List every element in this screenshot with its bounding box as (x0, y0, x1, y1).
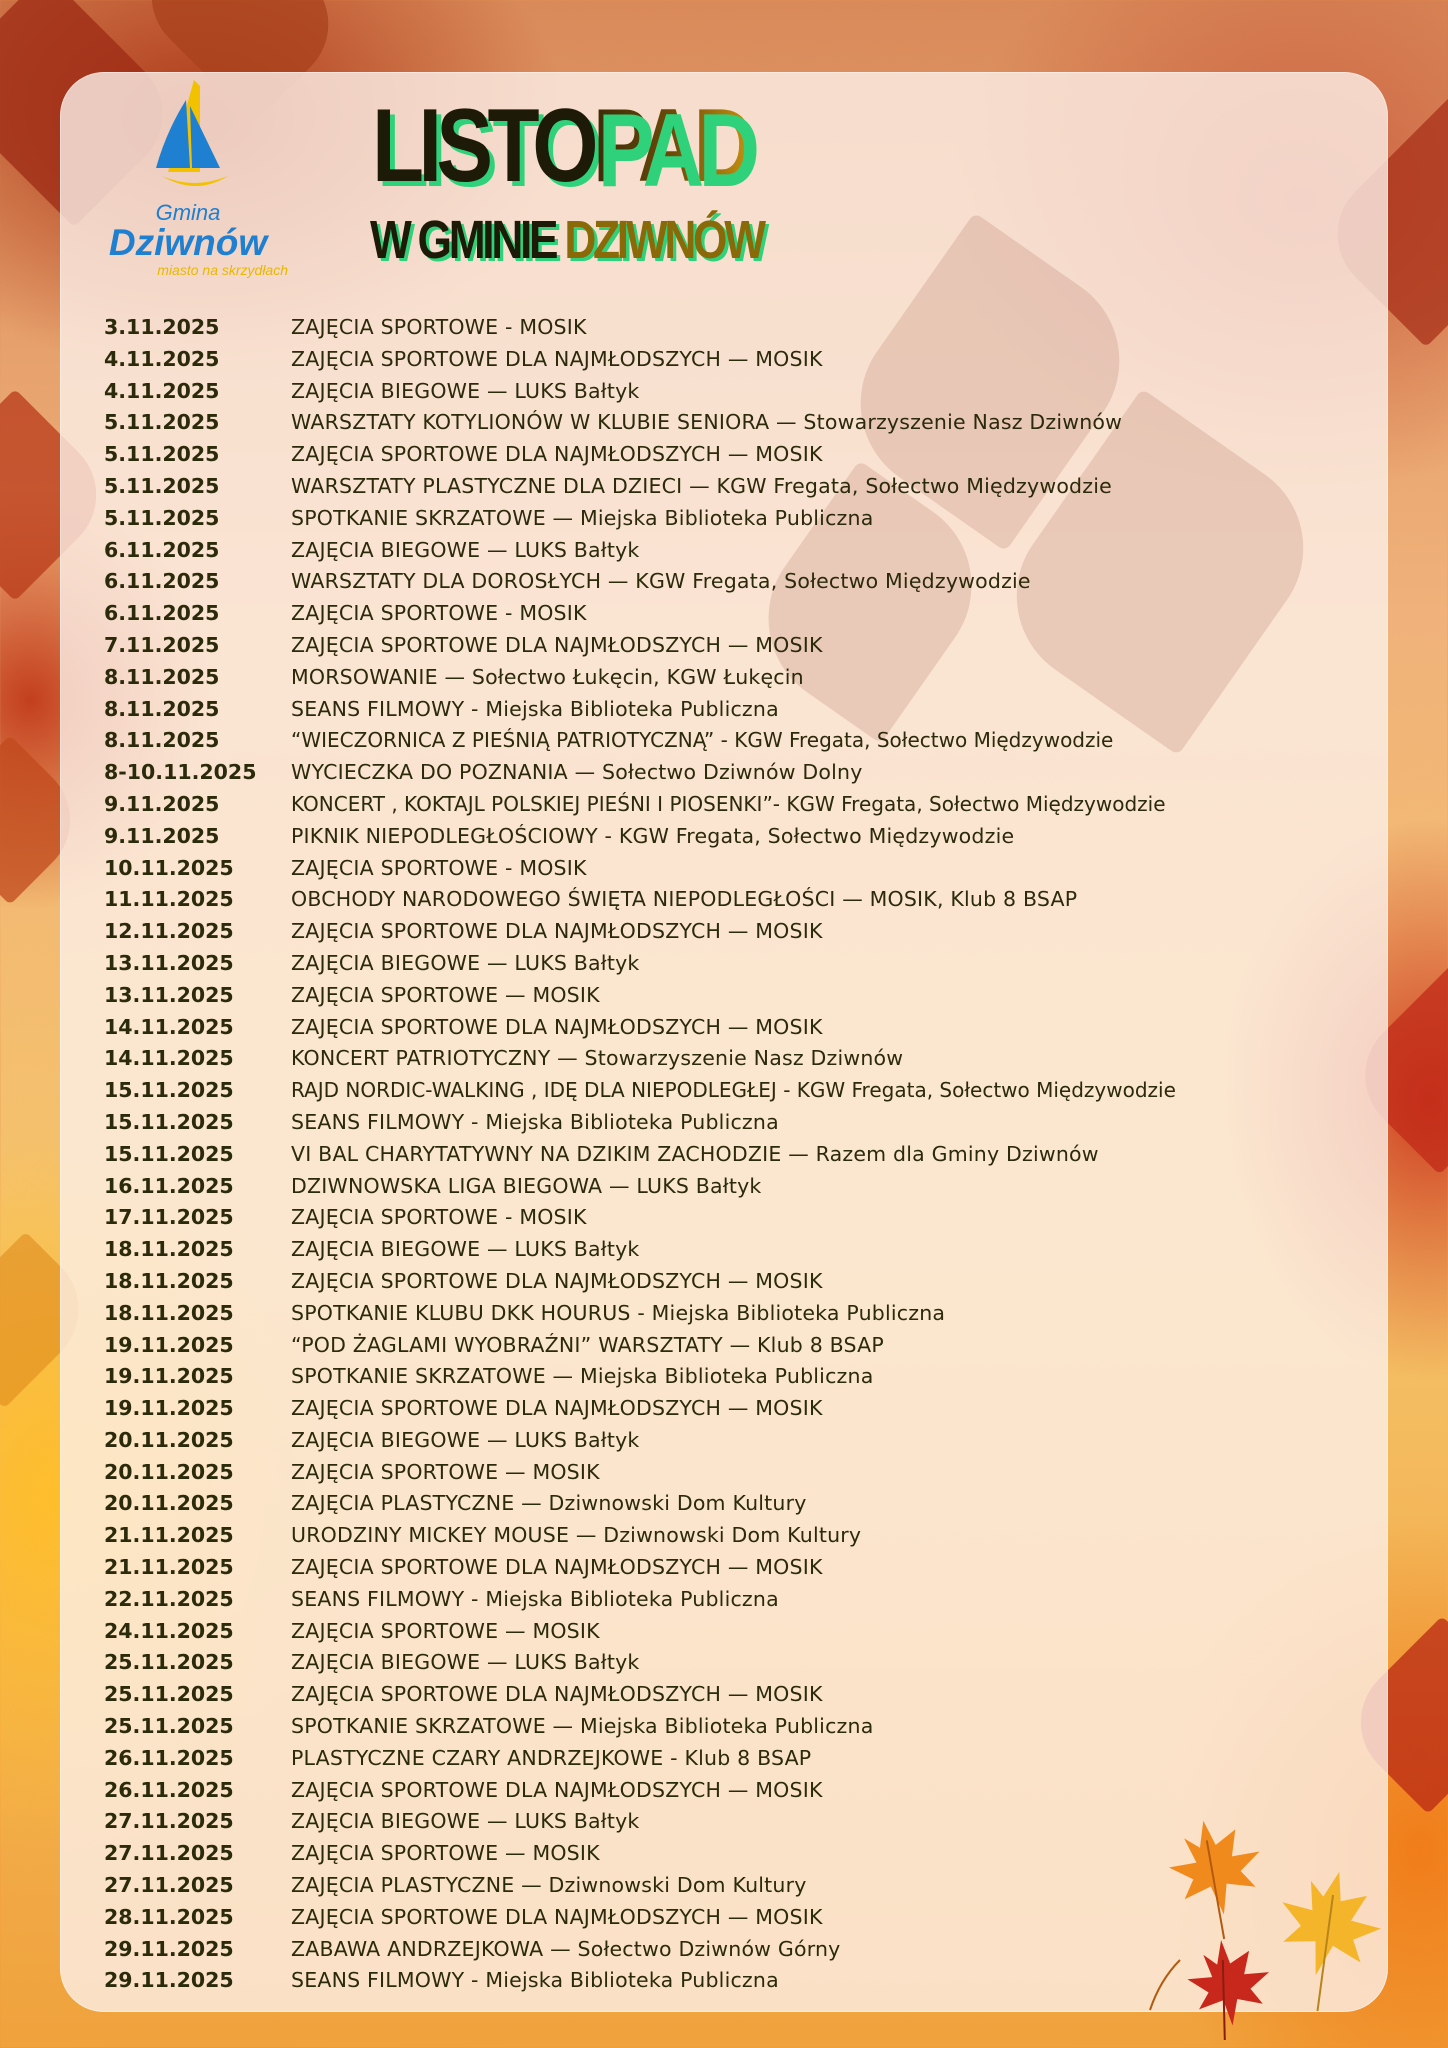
event-description: ZAJĘCIA SPORTOWE DLA NAJMŁODSZYCH — MOSIK (291, 1396, 823, 1421)
event-description: ZAJĘCIA SPORTOWE DLA NAJMŁODSZYCH — MOSIK (291, 1555, 823, 1580)
event-row (104, 1012, 1364, 1044)
event-description: RAJD NORDIC-WALKING , IDĘ DLA NIEPODLEGŁEJ - KGW Fregata, Sołectwo Międzywodzie (291, 1078, 1176, 1103)
event-row (104, 1775, 1364, 1807)
event-row (104, 821, 1364, 853)
event-description: ZAJĘCIA SPORTOWE — MOSIK (291, 1459, 600, 1484)
event-description: ZAJĘCIA SPORTOWE — MOSIK (291, 1618, 600, 1643)
event-description: KONCERT , KOKTAJL POLSKIEJ PIEŚNI I PIOSENKI”- KGW Fregata, Sołectwo Międzywodzie (291, 791, 1166, 816)
event-description: OBCHODY NARODOWEGO ŚWIĘTA NIEPODLEGŁOŚCI — MOSIK, Klub 8 BSAP (291, 887, 1078, 912)
event-row (104, 1488, 1364, 1520)
event-date: 19.11.2025 (104, 1332, 234, 1357)
event-description: ZAJĘCIA BIEGOWE — LUKS Bałtyk (291, 1427, 640, 1452)
event-description: WARSZTATY KOTYLIONÓW W KLUBIE SENIORA — Stowarzyszenie Nasz Dziwnów (291, 410, 1123, 435)
event-row (104, 1616, 1364, 1648)
event-row (104, 1393, 1364, 1425)
maple-leaves-decoration (1140, 1810, 1400, 2040)
event-description: ZAJĘCIA SPORTOWE — MOSIK (291, 1841, 600, 1866)
event-description: SPOTKANIE KLUBU DKK HOURUS - Miejska Biblioteka Publiczna (291, 1300, 946, 1325)
event-description: ZAJĘCIA SPORTOWE - MOSIK (291, 855, 587, 880)
event-row (104, 1743, 1364, 1775)
event-date: 5.11.2025 (104, 410, 220, 435)
event-date: 14.11.2025 (104, 1014, 234, 1039)
event-description: “POD ŻAGLAMI WYOBRAŹNI” WARSZTATY — Klub 8 BSAP (291, 1332, 884, 1357)
event-row (104, 376, 1364, 408)
page-title-accent: PAD (592, 88, 750, 204)
event-description: ZAJĘCIA SPORTOWE DLA NAJMŁODSZYCH — MOSIK (291, 442, 823, 467)
event-description: WARSZTATY DLA DOROSŁYCH — KGW Fregata, Sołectwo Międzywodzie (291, 569, 1031, 594)
event-row (104, 884, 1364, 916)
event-row (104, 535, 1364, 567)
event-row (104, 344, 1364, 376)
event-date: 14.11.2025 (104, 1046, 234, 1071)
event-date: 21.11.2025 (104, 1523, 234, 1548)
event-date: 13.11.2025 (104, 982, 234, 1007)
event-date: 8-10.11.2025 (104, 760, 257, 785)
event-date: 17.11.2025 (104, 1205, 234, 1230)
event-row (104, 853, 1364, 885)
event-row (104, 439, 1364, 471)
event-row (104, 1202, 1364, 1234)
event-date: 9.11.2025 (104, 791, 220, 816)
event-row (104, 1361, 1364, 1393)
event-row (104, 694, 1364, 726)
event-date: 4.11.2025 (104, 378, 220, 403)
event-description: SPOTKANIE SKRZATOWE — Miejska Biblioteka Publiczna (291, 1714, 874, 1739)
event-date: 5.11.2025 (104, 505, 220, 530)
logo-name-text: Dziwnów (108, 222, 268, 263)
event-date: 25.11.2025 (104, 1682, 234, 1707)
event-date: 10.11.2025 (104, 855, 234, 880)
event-date: 6.11.2025 (104, 569, 220, 594)
event-date: 21.11.2025 (104, 1555, 234, 1580)
event-description: URODZINY MICKEY MOUSE — Dziwnowski Dom Kultury (291, 1523, 862, 1548)
event-date: 5.11.2025 (104, 442, 220, 467)
event-date: 13.11.2025 (104, 950, 234, 975)
event-description: ZAJĘCIA BIEGOWE — LUKS Bałtyk (291, 537, 640, 562)
event-description: SPOTKANIE SKRZATOWE — Miejska Biblioteka Publiczna (291, 505, 874, 530)
event-description: ZAJĘCIA SPORTOWE - MOSIK (291, 1205, 587, 1230)
event-description: WARSZTATY PLASTYCZNE DLA DZIECI — KGW Fregata, Sołectwo Międzywodzie (291, 473, 1112, 498)
event-row (104, 1584, 1364, 1616)
event-row (104, 566, 1364, 598)
event-row (104, 1520, 1364, 1552)
event-description: ZAJĘCIA SPORTOWE DLA NAJMŁODSZYCH — MOSIK (291, 1777, 823, 1802)
event-row (104, 725, 1364, 757)
event-description: ZAJĘCIA SPORTOWE — MOSIK (291, 982, 600, 1007)
event-date: 20.11.2025 (104, 1491, 234, 1516)
event-date: 28.11.2025 (104, 1904, 234, 1929)
event-row (104, 1552, 1364, 1584)
event-date: 19.11.2025 (104, 1364, 234, 1389)
event-description: “WIECZORNICA Z PIEŚNIĄ PATRIOTYCZNĄ” - KGW Fregata, Sołectwo Międzywodzie (291, 728, 1114, 753)
event-date: 4.11.2025 (104, 346, 220, 371)
event-description: SPOTKANIE SKRZATOWE — Miejska Biblioteka Publiczna (291, 1364, 874, 1389)
event-date: 25.11.2025 (104, 1650, 234, 1675)
event-date: 15.11.2025 (104, 1078, 234, 1103)
event-date: 20.11.2025 (104, 1427, 234, 1452)
page-subtitle-dark: W GMINIE (370, 210, 565, 270)
event-date: 15.11.2025 (104, 1109, 234, 1134)
event-date: 26.11.2025 (104, 1777, 234, 1802)
event-row (104, 1139, 1364, 1171)
event-row (104, 1234, 1364, 1266)
event-row (104, 757, 1364, 789)
event-row (104, 980, 1364, 1012)
event-row (104, 630, 1364, 662)
event-description: ZAJĘCIA SPORTOWE DLA NAJMŁODSZYCH — MOSIK (291, 1904, 823, 1929)
event-row (104, 1457, 1364, 1489)
event-date: 12.11.2025 (104, 919, 234, 944)
event-row (104, 312, 1364, 344)
event-row (104, 1425, 1364, 1457)
event-row (104, 1075, 1364, 1107)
event-date: 29.11.2025 (104, 1968, 234, 1993)
event-date: 27.11.2025 (104, 1809, 234, 1834)
event-date: 3.11.2025 (104, 315, 220, 339)
event-description: WYCIECZKA DO POZNANIA — Sołectwo Dziwnów Dolny (291, 760, 863, 785)
event-date: 18.11.2025 (104, 1237, 234, 1262)
events-list (104, 312, 1364, 1997)
event-description: ZABAWA ANDRZEJKOWA — Sołectwo Dziwnów Górny (291, 1936, 841, 1961)
event-description: ZAJĘCIA SPORTOWE - MOSIK (291, 315, 587, 339)
event-date: 6.11.2025 (104, 537, 220, 562)
event-date: 8.11.2025 (104, 728, 220, 753)
event-date: 7.11.2025 (104, 632, 220, 657)
red-maple-leaf-icon (1184, 1936, 1274, 2040)
event-description: ZAJĘCIA BIEGOWE — LUKS Bałtyk (291, 1237, 640, 1262)
event-date: 15.11.2025 (104, 1141, 234, 1166)
event-row (104, 598, 1364, 630)
event-row (104, 1171, 1364, 1203)
yellow-maple-leaf-icon (1258, 1860, 1393, 2022)
logo-tagline-text: miasto na skrzydłach (157, 262, 288, 278)
gmina-dziwnow-logo (88, 80, 288, 280)
sail-logo-icon (156, 80, 236, 195)
page-title-dark: LISTO (372, 88, 593, 204)
event-date: 11.11.2025 (104, 887, 234, 912)
event-date: 18.11.2025 (104, 1300, 234, 1325)
event-description: SEANS FILMOWY - Miejska Biblioteka Publiczna (291, 1586, 779, 1611)
event-date: 8.11.2025 (104, 664, 220, 689)
event-date: 29.11.2025 (104, 1936, 234, 1961)
event-date: 16.11.2025 (104, 1173, 234, 1198)
event-description: SEANS FILMOWY - Miejska Biblioteka Publiczna (291, 1109, 779, 1134)
event-date: 27.11.2025 (104, 1841, 234, 1866)
event-description: ZAJĘCIA SPORTOWE DLA NAJMŁODSZYCH — MOSIK (291, 632, 823, 657)
event-description: ZAJĘCIA BIEGOWE — LUKS Bałtyk (291, 378, 640, 403)
event-description: ZAJĘCIA BIEGOWE — LUKS Bałtyk (291, 1650, 640, 1675)
event-row (104, 916, 1364, 948)
orange-maple-leaf-icon (1162, 1812, 1273, 1946)
event-description: ZAJĘCIA SPORTOWE - MOSIK (291, 601, 587, 626)
event-row (104, 1107, 1364, 1139)
event-date: 8.11.2025 (104, 696, 220, 721)
event-description: ZAJĘCIA SPORTOWE DLA NAJMŁODSZYCH — MOSIK (291, 346, 823, 371)
event-description: ZAJĘCIA SPORTOWE DLA NAJMŁODSZYCH — MOSIK (291, 919, 823, 944)
event-description: VI BAL CHARYTATYWNY NA DZIKIM ZACHODZIE — Razem dla Gminy Dziwnów (291, 1141, 1099, 1166)
event-date: 6.11.2025 (104, 601, 220, 626)
event-description: SEANS FILMOWY - Miejska Biblioteka Publiczna (291, 696, 779, 721)
event-row (104, 948, 1364, 980)
event-row (104, 1647, 1364, 1679)
event-row (104, 662, 1364, 694)
event-row (104, 1711, 1364, 1743)
event-row (104, 471, 1364, 503)
event-description: ZAJĘCIA SPORTOWE DLA NAJMŁODSZYCH — MOSIK (291, 1014, 823, 1039)
event-date: 19.11.2025 (104, 1396, 234, 1421)
event-description: ZAJĘCIA PLASTYCZNE — Dziwnowski Dom Kultury (291, 1873, 807, 1898)
event-date: 5.11.2025 (104, 473, 220, 498)
event-description: ZAJĘCIA SPORTOWE DLA NAJMŁODSZYCH — MOSIK (291, 1268, 823, 1293)
event-date: 26.11.2025 (104, 1745, 234, 1770)
event-description: DZIWNOWSKA LIGA BIEGOWA — LUKS Bałtyk (291, 1173, 762, 1198)
event-date: 9.11.2025 (104, 823, 220, 848)
page-subtitle-accent: DZIWNÓW (564, 210, 763, 270)
event-date: 25.11.2025 (104, 1714, 234, 1739)
event-description: PLASTYCZNE CZARY ANDRZEJKOWE - Klub 8 BSAP (291, 1745, 812, 1770)
page-subtitle (370, 212, 763, 268)
event-description: ZAJĘCIA BIEGOWE — LUKS Bałtyk (291, 1809, 640, 1834)
event-row (104, 1330, 1364, 1362)
event-description: KONCERT PATRIOTYCZNY — Stowarzyszenie Nasz Dziwnów (291, 1046, 904, 1071)
event-description: MORSOWANIE — Sołectwo Łukęcin, KGW Łukęcin (291, 664, 804, 689)
logo-gmina-text: Gmina (155, 200, 221, 225)
event-date: 24.11.2025 (104, 1618, 234, 1643)
event-description: ZAJĘCIA SPORTOWE DLA NAJMŁODSZYCH — MOSIK (291, 1682, 823, 1707)
event-row (104, 789, 1364, 821)
event-date: 27.11.2025 (104, 1873, 234, 1898)
event-row (104, 407, 1364, 439)
event-date: 22.11.2025 (104, 1586, 234, 1611)
event-description: ZAJĘCIA PLASTYCZNE — Dziwnowski Dom Kultury (291, 1491, 807, 1516)
event-description: SEANS FILMOWY - Miejska Biblioteka Publiczna (291, 1968, 779, 1993)
event-row (104, 1298, 1364, 1330)
event-date: 20.11.2025 (104, 1459, 234, 1484)
page-title (372, 88, 750, 204)
event-row (104, 1266, 1364, 1298)
event-description: ZAJĘCIA BIEGOWE — LUKS Bałtyk (291, 950, 640, 975)
event-row (104, 1043, 1364, 1075)
event-row (104, 1679, 1364, 1711)
event-description: PIKNIK NIEPODLEGŁOŚCIOWY - KGW Fregata, Sołectwo Międzywodzie (291, 823, 1015, 848)
event-date: 18.11.2025 (104, 1268, 234, 1293)
event-row (104, 503, 1364, 535)
